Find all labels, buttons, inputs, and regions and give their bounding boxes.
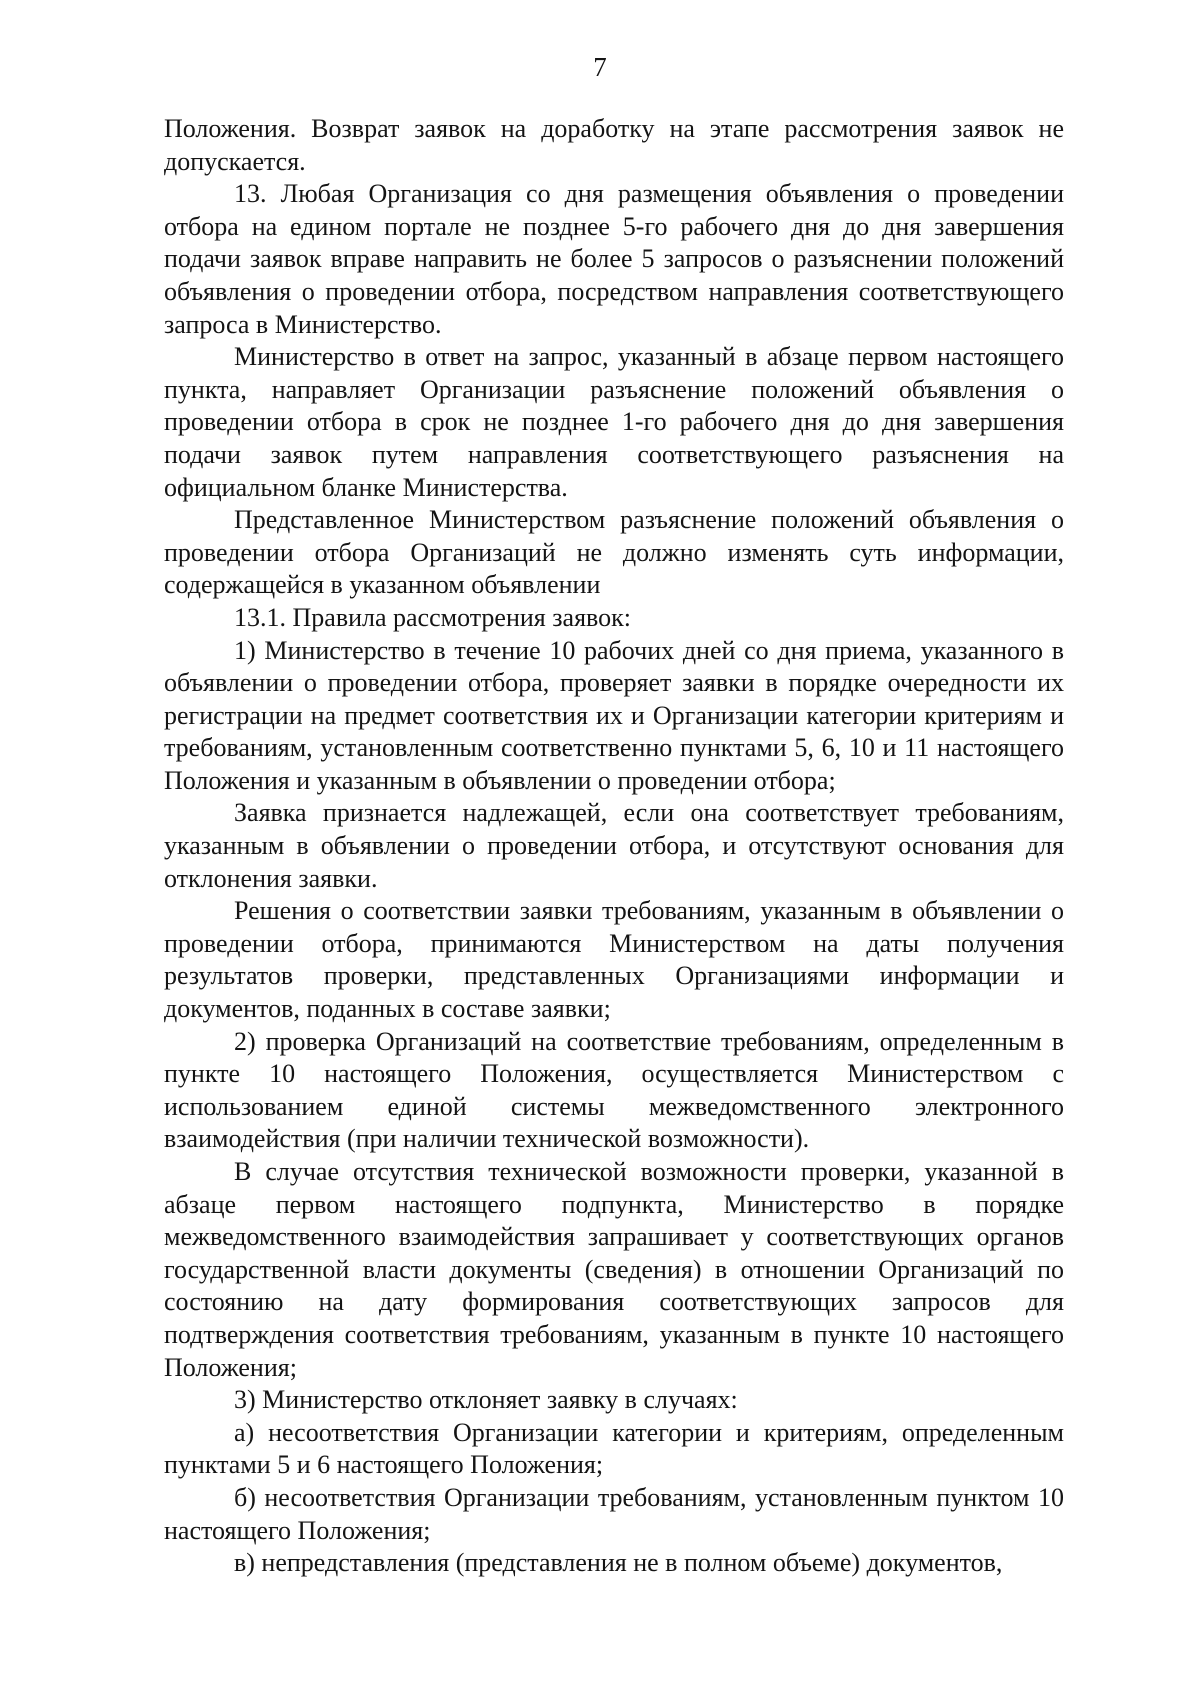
page-number: 7 [593,52,607,82]
paragraph-13: 13. Любая Организация со дня размещения объявления о проведении отбора на едином портале не позднее 5-го рабочего дня до дня завершения подачи заявок вправе направить не более 5 запросов о разъяснении положений объявления о проведении отбора, посредством направления соответствующего запроса в Министерство. [164,179,1064,339]
paragraph-13-1-item-1: 1) Министерство в течение 10 рабочих дней со дня приема, указанного в объявлении о проведении отбора, проверяет заявки в порядке очередности их регистрации на предмет соответствия их и Организации категории критериям и требованиям, установленным соответственно пунктами 5, 6, 10 и 11 настоящего Положения и указанным в объявлении о проведении отбора; [164,635,1064,795]
paragraph-item-3-a: а) несоответствия Организации категории и критериям, определенным пунктами 5 и 6 настоящего Положения; [164,1417,1064,1480]
paragraph-item-3-b: б) несоответствия Организации требованиям, установленным пунктом 10 настоящего Положения; [164,1482,1064,1545]
paragraph-item-3-v: в) непредставления (представления не в полном объеме) документов, [234,1548,1003,1578]
paragraph-13-1-item-2: 2) проверка Организаций на соответствие требованиям, определенным в пункте 10 настоящего Положения, осуществляется Министерством с использованием единой системы межведомственного электронного взаимодействия (при наличии технической возможности). [164,1026,1064,1154]
paragraph-decisions: Решения о соответствии заявки требованиям, указанным в объявлении о проведении отбора, принимаются Министерством на даты получения результатов проверки, представленных Организациями информации и документов, поданных в составе заявки; [164,896,1064,1024]
paragraph-no-technical-possibility: В случае отсутствия технической возможности проверки, указанной в абзаце первом настоящего подпункта, Министерство в порядке межведомственного взаимодействия запрашивает у соответствующих органов государственной власти документы (сведения) в отношении Организаций по состоянию на дату формирования соответствующих запросов для подтверждения соответствия требованиям, указанным в пункте 10 настоящего Положения; [164,1157,1064,1382]
document-body [164,113,1064,1580]
paragraph-13-1-item-3: 3) Министерство отклоняет заявку в случаях: [234,1385,738,1415]
paragraph-continuation: Положения. Возврат заявок на доработку на этапе рассмотрения заявок не допускается. [164,114,1064,176]
paragraph-13-clarification: Представленное Министерством разъяснение положений объявления о проведении отбора Организаций не должно изменять суть информации, содержащейся в указанном объявлении [164,505,1064,600]
paragraph-13-ministry-response: Министерство в ответ на запрос, указанный в абзаце первом настоящего пункта, направляет Организации разъяснение положений объявления о проведении отбора в срок не позднее 1-го рабочего дня до дня завершения подачи заявок путем направления соответствующего разъяснения на официальном бланке Министерства. [164,342,1064,502]
paragraph-13-1-heading: 13.1. Правила рассмотрения заявок: [234,602,631,632]
paragraph-application-proper: Заявка признается надлежащей, если она соответствует требованиям, указанным в объявлении о проведении отбора, и отсутствуют основания для отклонения заявки. [164,798,1064,893]
